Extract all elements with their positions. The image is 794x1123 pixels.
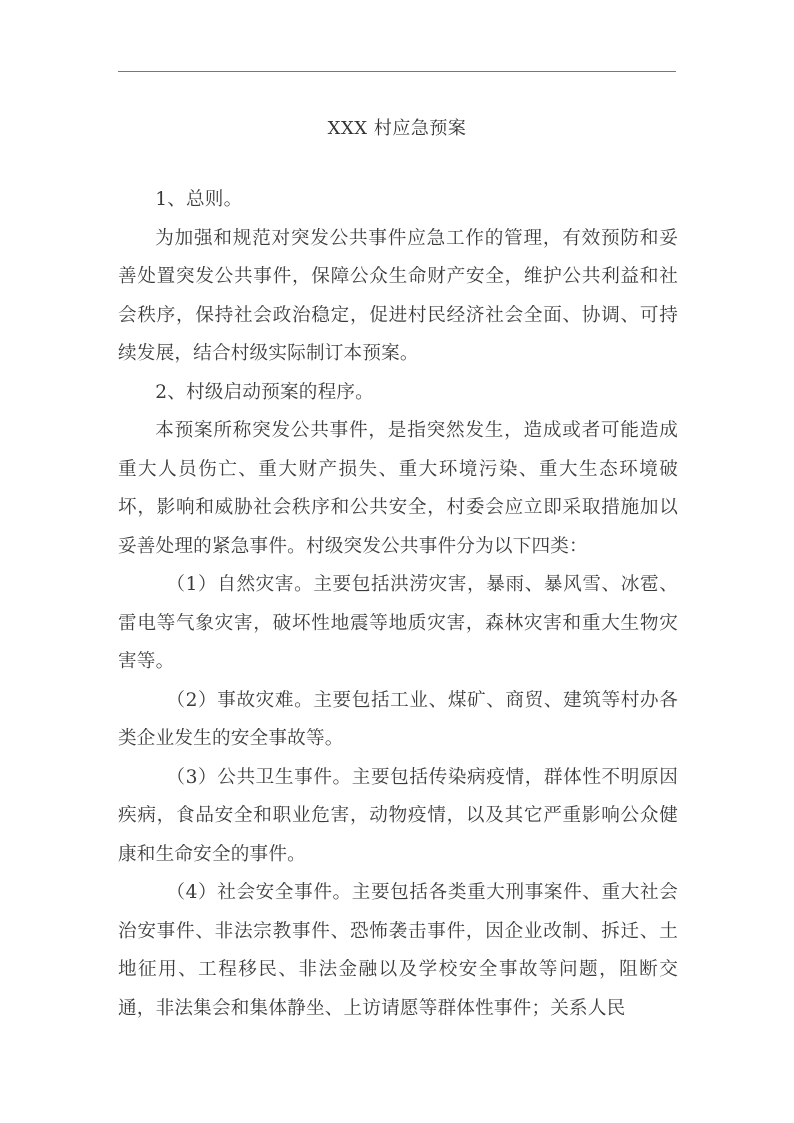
header-rule	[118, 71, 676, 72]
list-item-accidents: （2）事故灾难。主要包括工业、煤矿、商贸、建筑等村办各类企业发生的安全事故等。	[118, 689, 678, 749]
document-body	[118, 181, 678, 1028]
section-heading-procedure: 2、村级启动预案的程序。	[155, 381, 374, 403]
list-item-natural-disasters: （1）自然灾害。主要包括洪涝灾害，暴雨、暴风雪、冰雹、雷电等气象灾害，破坏性地震等地质灾害，森林灾害和重大生物灾害等。	[118, 574, 678, 672]
paragraph-purpose: 为加强和规范对突发公共事件应急工作的管理，有效预防和妥善处置突发公共事件，保障公众生命财产安全，维护公共利益和社会秩序，保持社会政治稳定，促进村民经济社会全面、协调、可持续发展，结合村级实际制订本预案。	[118, 227, 678, 364]
document-title: XXX 村应急预案	[327, 118, 467, 139]
list-item-social-security: （4）社会安全事件。主要包括各类重大刑事案件、重大社会治安事件、非法宗教事件、恐怖袭击事件，因企业改制、拆迁、土地征用、工程移民、非法金融以及学校安全事故等问题，阻断交通，非法集会和集体静坐、上访请愿等群体性事件；关系人民	[118, 882, 678, 1019]
list-item-public-health: （3）公共卫生事件。主要包括传染病疫情，群体性不明原因疾病，食品安全和职业危害，动物疫情，以及其它严重影响公众健康和生命安全的事件。	[118, 766, 678, 865]
paragraph-definition: 本预案所称突发公共事件，是指突然发生，造成或者可能造成重大人员伤亡、重大财产损失、重大环境污染、重大生态环境破坏，影响和威胁社会秩序和公共安全，村委会应立即采取措施加以妥善处理的紧急事件。村级突发公共事件分为以下四类：	[118, 420, 678, 557]
section-heading-general: 1、总则。	[155, 189, 243, 210]
